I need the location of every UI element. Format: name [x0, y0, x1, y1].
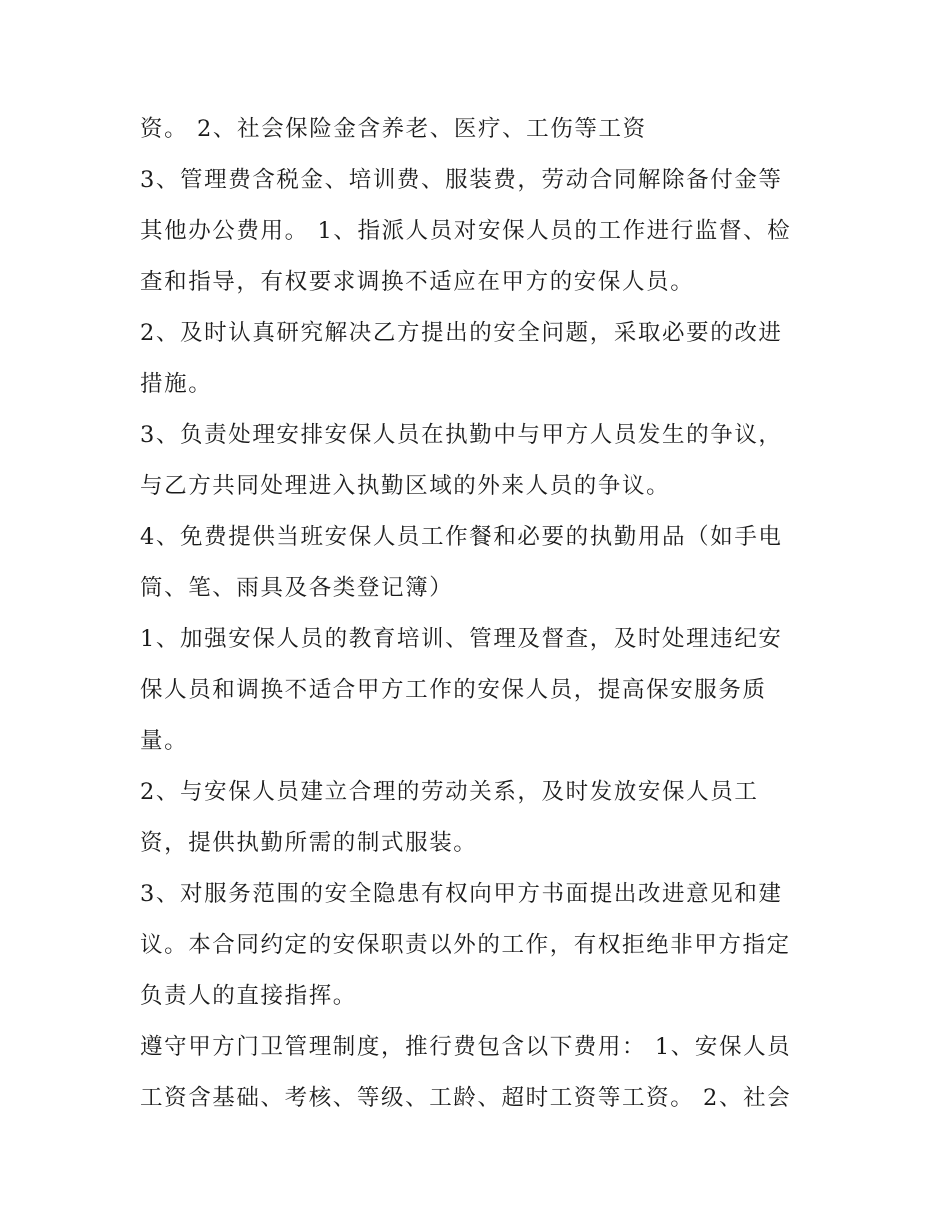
text-line: 4、免费提供当班安保人员工作餐和必要的执勤用品（如手电 [140, 524, 783, 550]
text-line: 遵守甲方门卫管理制度，推行费包含以下费用： 1、安保人员 [140, 1034, 792, 1060]
text-line: 2、与安保人员建立合理的劳动关系，及时发放安保人员工 [140, 779, 759, 805]
text-line: 3、对服务范围的安全隐患有权向甲方书面提出改进意见和建 [140, 881, 783, 907]
text-line: 与乙方共同处理进入执勤区域的外来人员的争议。 [140, 473, 671, 499]
text-line: 其他办公费用。 1、指派人员对安保人员的工作进行监督、检 [140, 218, 792, 244]
text-line: 3、负责处理安排安保人员在执勤中与甲方人员发生的争议， [140, 422, 783, 448]
text-line: 1、加强安保人员的教育培训、管理及督查，及时处理违纪安 [140, 626, 783, 652]
text-line: 筒、笔、雨具及各类登记簿） [140, 575, 454, 601]
text-line: 保人员和调换不适合甲方工作的安保人员，提高保安服务质 [140, 677, 767, 703]
text-line: 3、管理费含税金、培训费、服装费，劳动合同解除备付金等 [140, 167, 783, 193]
text-line: 负责人的直接指挥。 [140, 983, 357, 1009]
text-line: 资，提供执勤所需的制式服装。 [140, 830, 478, 856]
text-line: 量。 [140, 728, 189, 754]
text-line: 工资含基础、考核、等级、工龄、超时工资等工资。 2、社会 [140, 1085, 792, 1111]
text-line: 议。本合同约定的安保职责以外的工作，有权拒绝非甲方指定 [140, 932, 791, 958]
text-line: 资。 2、社会保险金含养老、医疗、工伤等工资 [140, 116, 647, 142]
text-line: 2、及时认真研究解决乙方提出的安全问题，采取必要的改进 [140, 320, 783, 346]
text-line: 查和指导，有权要求调换不适应在甲方的安保人员。 [140, 269, 695, 295]
text-line: 措施。 [140, 371, 213, 397]
